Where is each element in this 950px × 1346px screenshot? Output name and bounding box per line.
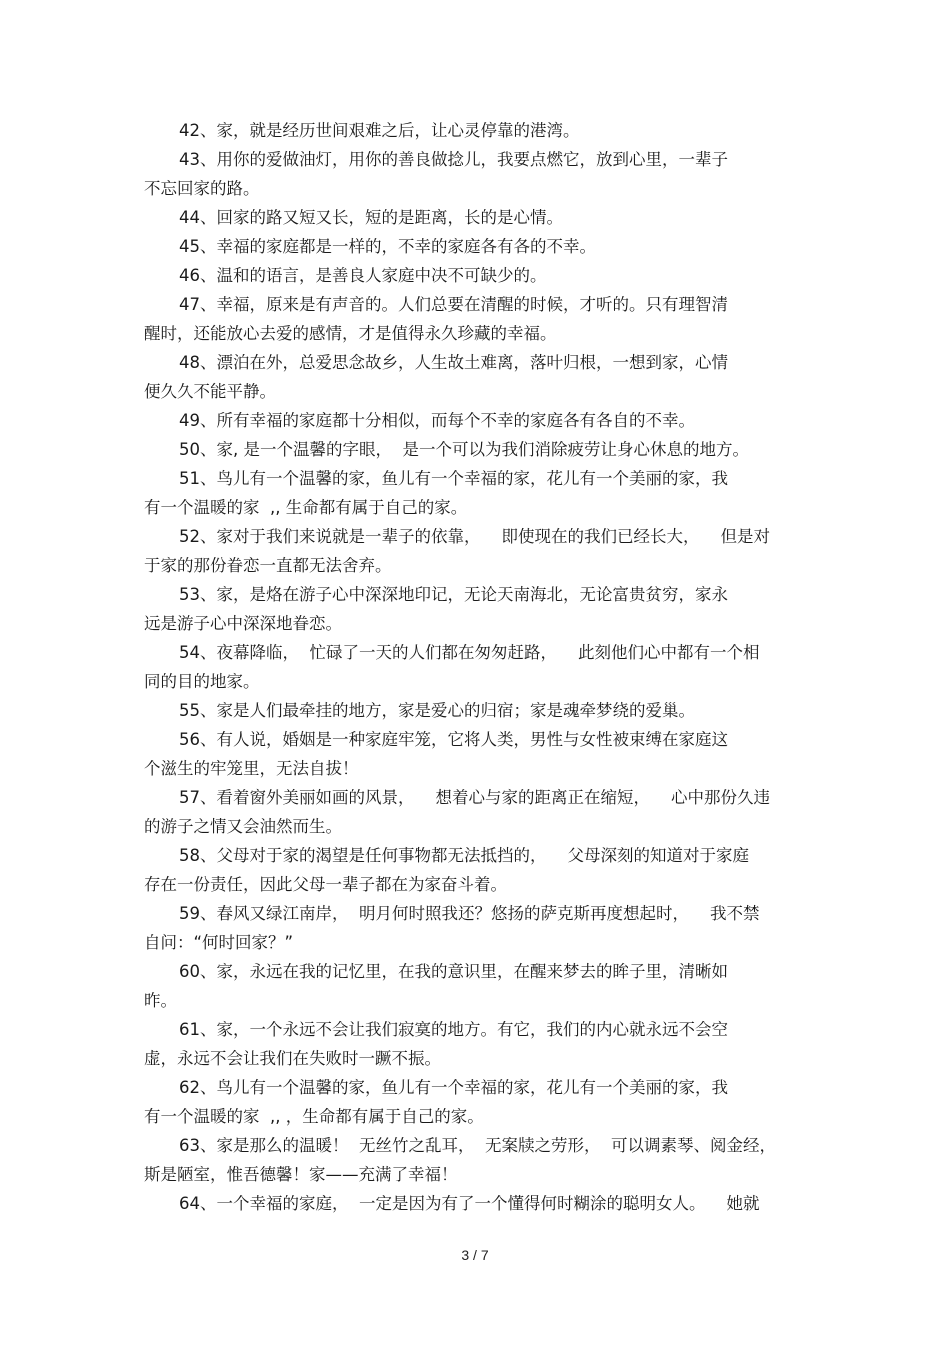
paragraph-line: 60、家，永远在我的记忆里，在我的意识里，在醒来梦去的眸子里，清晰如 [179, 962, 728, 981]
paragraph-line: 58、父母对于家的渴望是任何事物都无法抵挡的， 父母深刻的知道对于家庭 [179, 846, 749, 865]
paragraph-line: 46、温和的语言，是善良人家庭中决不可缺少的。 [179, 266, 547, 285]
paragraph [144, 261, 809, 290]
paragraph [144, 783, 809, 841]
paragraph-line: 62、鸟儿有一个温馨的家，鱼儿有一个幸福的家，花儿有一个美丽的家，我 [179, 1078, 728, 1097]
paragraph [144, 957, 809, 1015]
paragraph-line: 于家的那份眷恋一直都无法舍弃。 [144, 556, 392, 575]
paragraph-line: 自问：“何时回家？” [144, 933, 294, 952]
paragraph [144, 406, 809, 435]
paragraph-line: 49、所有幸福的家庭都十分相似，而每个不幸的家庭各有各自的不幸。 [179, 411, 695, 430]
paragraph-line: 有一个温暖的家 ,, 生命都有属于自己的家。 [144, 498, 468, 517]
paragraph-line: 57、看着窗外美丽如画的风景， 想着心与家的距离正在缩短， 心中那份久违 [179, 788, 770, 807]
paragraph [144, 203, 809, 232]
paragraph-line: 存在一份责任，因此父母一辈子都在为家奋斗着。 [144, 875, 507, 894]
paragraph-line: 远是游子心中深深地眷恋。 [144, 614, 342, 633]
paragraph [144, 1131, 809, 1189]
paragraph-line: 50、家, 是一个温馨的字眼， 是一个可以为我们消除疲劳让身心休息的地方。 [179, 440, 749, 459]
paragraph [144, 1015, 809, 1073]
paragraph-line: 61、家，一个永远不会让我们寂寞的地方。有它，我们的内心就永远不会空 [179, 1020, 728, 1039]
paragraph [144, 725, 809, 783]
paragraph-line: 同的目的地家。 [144, 672, 260, 691]
paragraph [144, 841, 809, 899]
paragraph [144, 232, 809, 261]
paragraph-line: 56、有人说，婚姻是一种家庭牢笼，它将人类，男性与女性被束缚在家庭这 [179, 730, 728, 749]
paragraph [144, 290, 809, 348]
paragraph-line: 43、用你的爱做油灯，用你的善良做捻儿，我要点燃它，放到心里，一辈子 [179, 150, 728, 169]
paragraph [144, 696, 809, 725]
paragraph-line: 44、回家的路又短又长，短的是距离，长的是心情。 [179, 208, 563, 227]
paragraph-line: 42、家，就是经历世间艰难之后，让心灵停靠的港湾。 [179, 121, 580, 140]
paragraph-line: 昨。 [144, 991, 177, 1010]
paragraph-line: 55、家是人们最牵挂的地方，家是爱心的归宿；家是魂牵梦绕的爱巢。 [179, 701, 695, 720]
paragraph-line: 便久久不能平静。 [144, 382, 276, 401]
paragraph-line: 斯是陋室，惟吾德馨！家——充满了幸福！ [144, 1165, 458, 1184]
paragraph-line: 51、鸟儿有一个温馨的家，鱼儿有一个幸福的家，花儿有一个美丽的家，我 [179, 469, 728, 488]
paragraph [144, 1189, 809, 1218]
paragraph [144, 348, 809, 406]
paragraph-line: 醒时，还能放心去爱的感情，才是值得永久珍藏的幸福。 [144, 324, 557, 343]
paragraph [144, 522, 809, 580]
paragraph-line: 个滋生的牢笼里，无法自拔！ [144, 759, 359, 778]
paragraph [144, 899, 809, 957]
paragraph-line: 63、家是那么的温暖！ 无丝竹之乱耳， 无案牍之劳形， 可以调素琴、阅金经， [179, 1136, 776, 1155]
paragraph-line: 48、漂泊在外，总爱思念故乡，人生故土难离，落叶归根，一想到家，心情 [179, 353, 728, 372]
paragraph-line: 不忘回家的路。 [144, 179, 260, 198]
paragraph-line: 53、家，是烙在游子心中深深地印记，无论天南海北，无论富贵贫穷，家永 [179, 585, 728, 604]
paragraph [144, 1073, 809, 1131]
paragraph [144, 116, 809, 145]
paragraph [144, 145, 809, 203]
paragraph-line: 47、幸福，原来是有声音的。人们总要在清醒的时候，才听的。只有理智清 [179, 295, 728, 314]
paragraph [144, 638, 809, 696]
paragraph [144, 435, 809, 464]
page-number: 3 / 7 [461, 1247, 489, 1263]
paragraph-line: 45、幸福的家庭都是一样的，不幸的家庭各有各的不幸。 [179, 237, 596, 256]
paragraph-line: 59、春风又绿江南岸， 明月何时照我还？悠扬的萨克斯再度想起时， 我不禁 [179, 904, 760, 923]
paragraph [144, 580, 809, 638]
paragraph-line: 虚，永远不会让我们在失败时一蹶不振。 [144, 1049, 441, 1068]
paragraph-line: 有一个温暖的家 ,, ，生命都有属于自己的家。 [144, 1107, 484, 1126]
paragraph [144, 464, 809, 522]
paragraph-line: 64、一个幸福的家庭， 一定是因为有了一个懂得何时糊涂的聪明女人。 她就 [179, 1194, 760, 1213]
paragraph-line: 52、家对于我们来说就是一辈子的依靠， 即使现在的我们已经长大， 但是对 [179, 527, 770, 546]
document-body [144, 116, 809, 1218]
paragraph-line: 54、夜幕降临， 忙碌了一天的人们都在匆匆赶路， 此刻他们心中都有一个相 [179, 643, 760, 662]
paragraph-line: 的游子之情又会油然而生。 [144, 817, 342, 836]
